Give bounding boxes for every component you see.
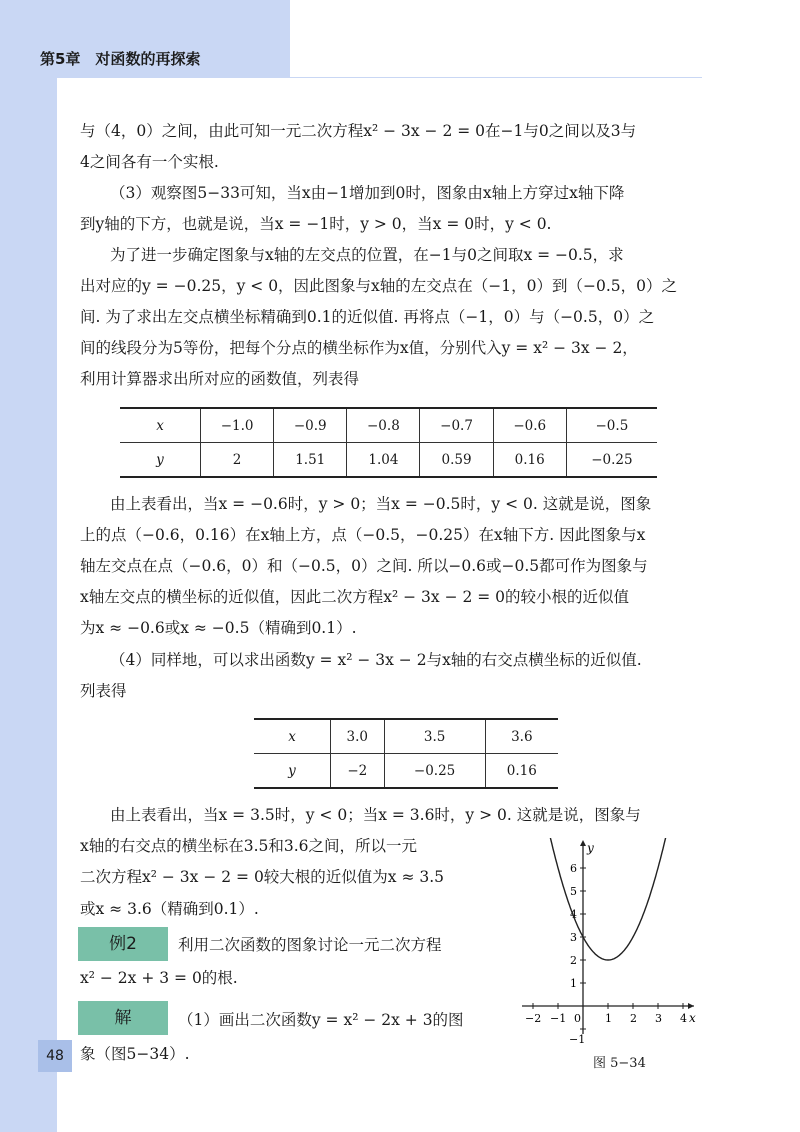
- text-line: 为了进一步确定图象与x轴的左交点的位置，在−1与0之间取x = −0.5，求: [110, 246, 624, 264]
- parabola-figure: [518, 838, 700, 1043]
- y-tick-label: 2: [570, 954, 577, 967]
- parabola-curve: [549, 838, 666, 960]
- header-rule: [290, 77, 702, 78]
- text-line: 到y轴的下方，也就是说，当x = −1时，y > 0，当x = 0时，y < 0.: [80, 215, 552, 233]
- x-tick-label: 3: [655, 1012, 662, 1025]
- text-line: （3）观察图5−33可知，当x由−1增加到0时，图象由x轴上方穿过x轴下降: [110, 184, 625, 202]
- text-line: 轴左交点在点（−0.6，0）和（−0.5，0）之间. 所以−0.6或−0.5都可作为图象与: [80, 557, 648, 575]
- text-line: 利用二次函数的图象讨论一元二次方程: [178, 936, 442, 954]
- table-row: [254, 754, 558, 789]
- table-cell: 3.5: [384, 719, 485, 754]
- text-line: 4之间各有一个实根.: [80, 153, 219, 171]
- text-line: （4）同样地，可以求出函数y = x² − 3x − 2与x轴的右交点横坐标的近似值.: [110, 651, 642, 669]
- y-tick-label: 3: [570, 931, 577, 944]
- text-line: 利用计算器求出所对应的函数值，列表得: [80, 370, 360, 388]
- table-header-x: x: [254, 719, 331, 754]
- text-line: x轴左交点的横坐标的近似值，因此二次方程x² − 3x − 2 = 0的较小根的近似值: [80, 588, 630, 606]
- table-cell: −0.8: [347, 408, 420, 443]
- table-header-y: y: [254, 754, 331, 789]
- table-cell: −0.5: [566, 408, 657, 443]
- figure-ticks: [525, 862, 687, 1043]
- table-cell: 1.04: [347, 443, 420, 478]
- y-tick-label: 6: [570, 862, 577, 875]
- text-line: 由上表看出，当x = 3.5时，y < 0；当x = 3.6时，y > 0. 这就是说，图象与: [110, 806, 641, 824]
- table-cell: −2: [331, 754, 385, 789]
- text-line: 象（图5−34）.: [80, 1045, 190, 1063]
- table-cell: 3.0: [331, 719, 385, 754]
- x-tick-label: 2: [630, 1012, 637, 1025]
- x-tick-label: 4: [680, 1012, 687, 1025]
- page-number: 48: [38, 1040, 72, 1072]
- text-line: 列表得: [80, 682, 127, 700]
- x-tick-label: 0: [574, 1012, 581, 1025]
- table-row: [120, 408, 657, 443]
- table-cell: −0.25: [384, 754, 485, 789]
- x-tick-label: 1: [605, 1012, 612, 1025]
- y-tick-label: 4: [570, 908, 577, 921]
- table-cell: 0.59: [420, 443, 493, 478]
- table-cell: 2: [201, 443, 274, 478]
- chapter-title: 第5章 对函数的再探索: [40, 50, 201, 68]
- table-cell: −0.9: [274, 408, 347, 443]
- x-axis-label: x: [689, 1011, 696, 1025]
- x-tick-label: −2: [525, 1012, 542, 1025]
- example-label: 例2: [78, 927, 168, 961]
- left-margin-stripe: [0, 78, 57, 1132]
- table-row: [120, 443, 657, 478]
- y-axis-label: y: [587, 841, 594, 855]
- text-line: 或x ≈ 3.6（精确到0.1）.: [80, 900, 259, 918]
- table-cell: −0.7: [420, 408, 493, 443]
- text-line: 为x ≈ −0.6或x ≈ −0.5（精确到0.1）.: [80, 619, 357, 637]
- text-line: （1）画出二次函数y = x² − 2x + 3的图: [178, 1011, 464, 1029]
- y-tick-label: 1: [570, 977, 577, 990]
- text-line: 上的点（−0.6，0.16）在x轴上方，点（−0.5，−0.25）在x轴下方. 因此图象与x: [80, 526, 646, 544]
- table-header-x: x: [120, 408, 201, 443]
- text-line: x² − 2x + 3 = 0的根.: [80, 969, 238, 987]
- solution-label: 解: [78, 1001, 168, 1035]
- x-axis-arrow: [688, 1003, 694, 1009]
- text-line: 出对应的y = −0.25，y < 0，因此图象与x轴的左交点在（−1，0）到（−0.5，0）之: [80, 277, 678, 295]
- text-line: x轴的右交点的横坐标在3.5和3.6之间，所以一元: [80, 837, 418, 855]
- table-cell: 1.51: [274, 443, 347, 478]
- table-cell: 0.16: [493, 443, 566, 478]
- text-line: 二次方程x² − 3x − 2 = 0较大根的近似值为x ≈ 3.5: [80, 868, 445, 886]
- table-cell: −1.0: [201, 408, 274, 443]
- table-cell: 3.6: [485, 719, 558, 754]
- figure-caption: 图 5−34: [593, 1056, 646, 1071]
- y-tick-label: 5: [570, 885, 577, 898]
- value-table-right-root: [254, 718, 558, 789]
- table-cell: −0.25: [566, 443, 657, 478]
- x-tick-label: −1: [550, 1012, 567, 1025]
- table-row: [254, 719, 558, 754]
- text-line: 与（4，0）之间，由此可知一元二次方程x² − 3x − 2 = 0在−1与0之间以及3与: [80, 122, 637, 140]
- y-tick-label: −1: [569, 1033, 586, 1043]
- y-axis-arrow: [580, 840, 586, 846]
- text-line: 由上表看出，当x = −0.6时，y > 0；当x = −0.5时，y < 0. 这就是说，图象: [110, 495, 652, 513]
- table-cell: 0.16: [485, 754, 558, 789]
- text-line: 间的线段分为5等份，把每个分点的横坐标作为x值，分别代入y = x² − 3x − 2，: [80, 339, 638, 357]
- table-cell: −0.6: [493, 408, 566, 443]
- table-header-y: y: [120, 443, 201, 478]
- value-table-left-root: [120, 407, 657, 478]
- text-line: 间. 为了求出左交点横坐标精确到0.1的近似值. 再将点（−1，0）与（−0.5，0）之: [80, 308, 655, 326]
